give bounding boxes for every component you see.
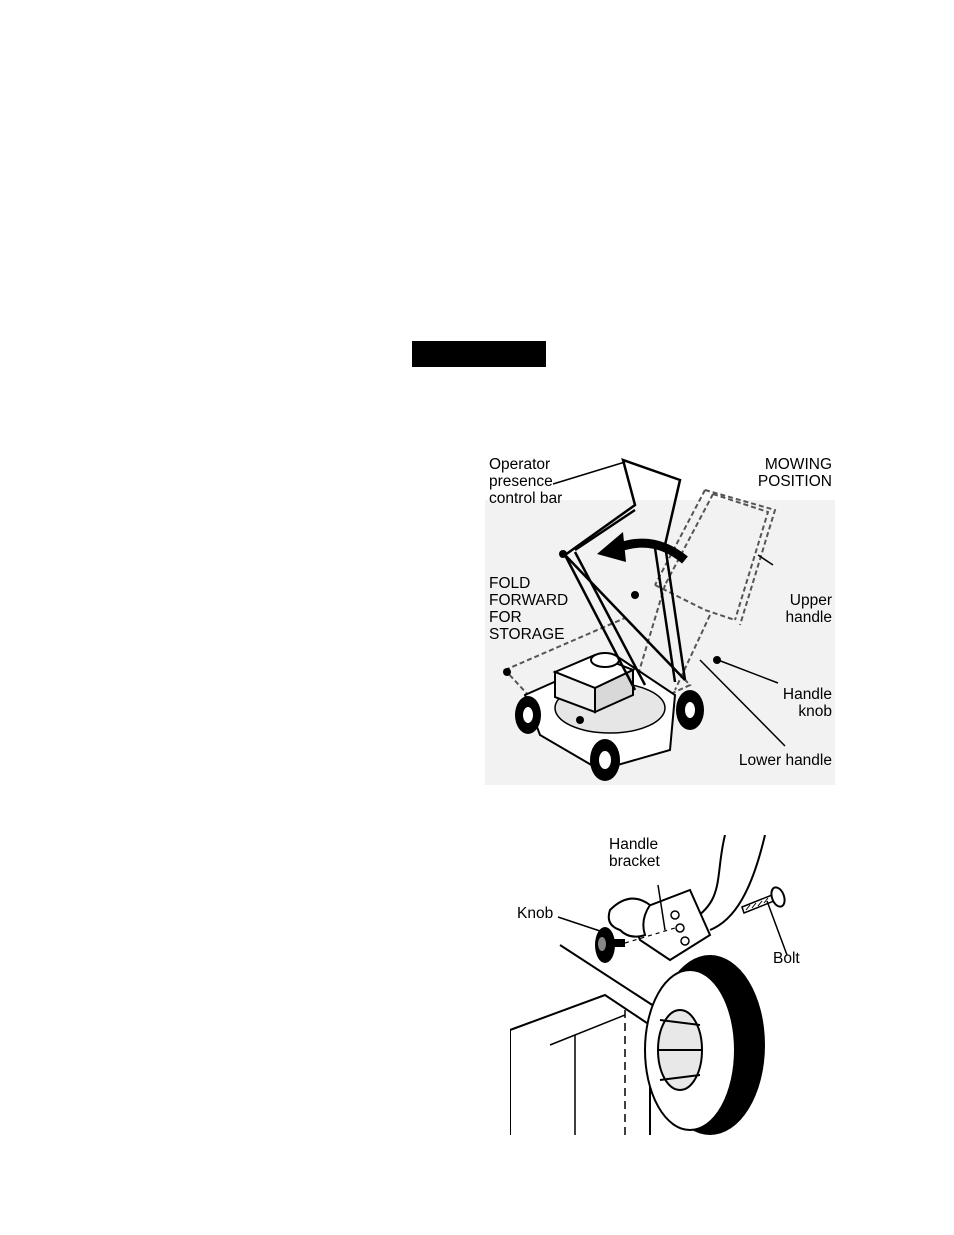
handle-bracket-figure: [510, 835, 810, 1135]
handle-bracket-label: Handle bracket: [609, 836, 660, 870]
lower-handle-tubes: [692, 835, 765, 930]
wheel-icon: [645, 955, 765, 1135]
operator-bar-label: Operator presence control bar: [489, 456, 563, 507]
bracket-flange: [609, 899, 650, 937]
bracket-illustration: [510, 835, 810, 1135]
bolt-icon: [742, 886, 787, 913]
bolt-label: Bolt: [773, 950, 800, 967]
mower-deck-box: [510, 995, 650, 1135]
knob-label: Knob: [517, 905, 554, 922]
redacted-heading-bar: [412, 341, 546, 367]
lower-handle-label: Lower handle: [738, 752, 832, 769]
mower-folding-figure: [485, 450, 835, 785]
fold-forward-label: FOLD FORWARD FOR STORAGE: [489, 575, 569, 643]
handle-knob-label: Handle knob: [782, 686, 832, 720]
upper-handle-label: Upper handle: [785, 592, 832, 626]
mowing-position-label: MOWING POSITION: [757, 456, 832, 490]
